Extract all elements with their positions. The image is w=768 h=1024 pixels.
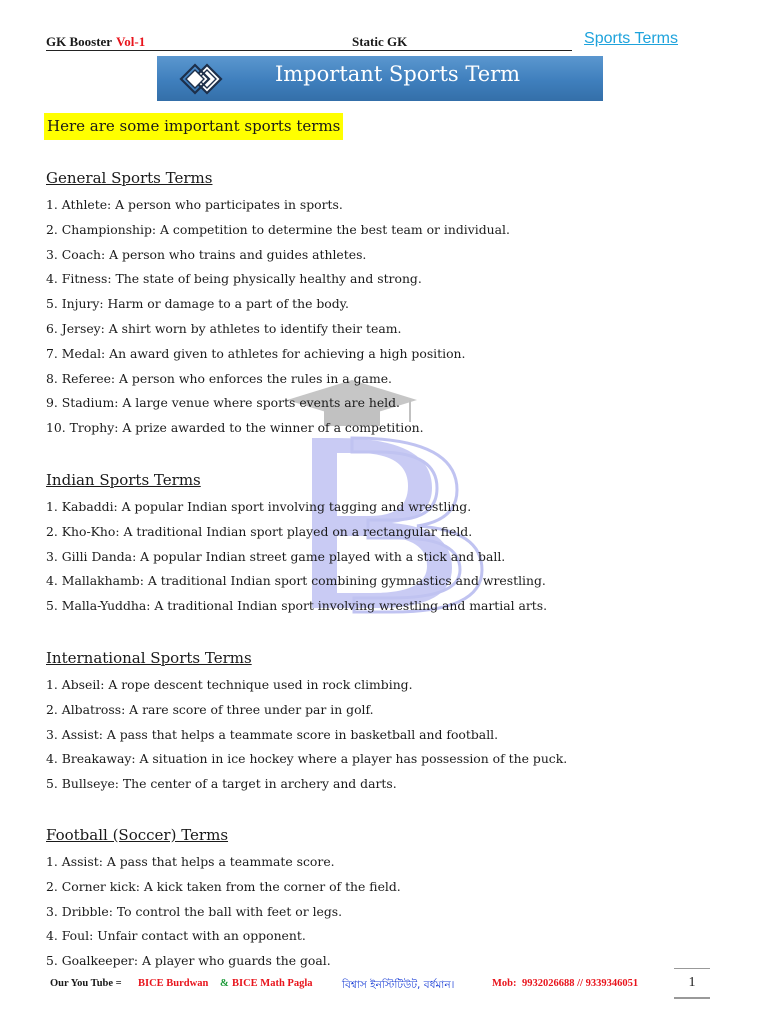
section-indian-sports-terms	[46, 471, 547, 619]
topic-link[interactable]: Sports Terms	[584, 30, 678, 47]
page-footer	[50, 976, 710, 996]
list-item: 7. Medal: An award given to athletes for achieving a high position.	[46, 345, 466, 361]
list-item: 1. Kabaddi: A popular Indian sport involving tagging and wrestling.	[46, 499, 472, 514]
header-rule	[46, 50, 572, 51]
list-item: 5. Goalkeeper: A player who guards the goal.	[46, 953, 331, 969]
title-banner	[157, 56, 603, 101]
list-item: 4. Foul: Unfair contact with an opponent.	[46, 928, 306, 944]
section-title: International Sports Terms	[46, 649, 252, 667]
list-item: 3. Dribble: To control the ball with feet or legs.	[46, 903, 343, 919]
list-item: 4. Mallakhamb: A traditional Indian sport combining gymnastics and wrestling.	[46, 573, 546, 589]
banner-title: Important Sports Term	[275, 62, 521, 86]
intro-highlight: Here are some important sports terms	[44, 113, 343, 140]
list-item: 2. Championship: A competition to determine the best team or individual.	[46, 221, 510, 237]
section-title: Indian Sports Terms	[46, 471, 201, 489]
list-item: 9. Stadium: A large venue where sports events are held.	[46, 395, 400, 411]
list-item: 5. Bullseye: The center of a target in archery and darts.	[46, 776, 397, 792]
section-football-terms	[46, 826, 401, 974]
page-number: 1	[674, 968, 710, 999]
list-item: 5. Injury: Harm or damage to a part of the body.	[46, 296, 349, 312]
list-item: 2. Corner kick: A kick taken from the corner of the field.	[46, 878, 401, 894]
section-title: Football (Soccer) Terms	[46, 826, 229, 844]
section-title: General Sports Terms	[46, 169, 213, 187]
ampersand: &	[220, 978, 229, 989]
section-general-sports-terms	[46, 169, 510, 441]
list-item: 3. Coach: A person who trains and guides athletes.	[46, 246, 367, 262]
list-item: 2. Albatross: A rare score of three under par in golf.	[46, 701, 374, 717]
youtube-label: Our You Tube =	[50, 978, 122, 989]
volume-label: Vol-1	[116, 34, 146, 49]
list-item: 3. Gilli Danda: A popular Indian street game played with a stick and ball.	[46, 548, 506, 564]
page-header	[46, 30, 678, 52]
term-list	[46, 193, 510, 441]
book-name: GK Booster	[46, 34, 113, 49]
list-item: 4. Breakaway: A situation in ice hockey where a player has possession of the puck.	[46, 751, 568, 767]
list-item: 4. Fitness: The state of being physically healthy and strong.	[46, 271, 422, 287]
list-item: 1. Athlete: A person who participates in sports.	[46, 197, 343, 212]
subject-label: Static GK	[352, 34, 408, 49]
list-item: 5. Malla-Yuddha: A traditional Indian sport involving wrestling and martial arts.	[46, 598, 548, 614]
section-international-sports-terms	[46, 649, 567, 797]
term-list	[46, 495, 547, 619]
list-item: 1. Assist: A pass that helps a teammate score.	[46, 854, 335, 869]
list-item: 10. Trophy: A prize awarded to the winner of a competition.	[46, 420, 424, 436]
book-title	[46, 34, 145, 50]
list-item: 2. Kho-Kho: A traditional Indian sport played on a rectangular field.	[46, 523, 473, 539]
list-item: 3. Assist: A pass that helps a teammate score in basketball and football.	[46, 726, 499, 742]
term-list	[46, 850, 401, 974]
channel-bice-math-pagla: BICE Math Pagla	[232, 978, 313, 989]
double-diamond-icon	[179, 62, 239, 96]
mobile-numbers: 9932026688 // 9339346051	[522, 978, 639, 989]
list-item: 6. Jersey: A shirt worn by athletes to identify their team.	[46, 320, 402, 336]
term-list	[46, 673, 567, 797]
mobile-label: Mob:	[492, 978, 517, 989]
list-item: 1. Abseil: A rope descent technique used in rock climbing.	[46, 677, 413, 692]
list-item: 8. Referee: A person who enforces the rules in a game.	[46, 370, 392, 386]
institute-name: বিশ্বাস ইনস্টিটিউট, বর্ধমান।	[342, 979, 455, 991]
channel-bice-burdwan: BICE Burdwan	[138, 978, 209, 989]
